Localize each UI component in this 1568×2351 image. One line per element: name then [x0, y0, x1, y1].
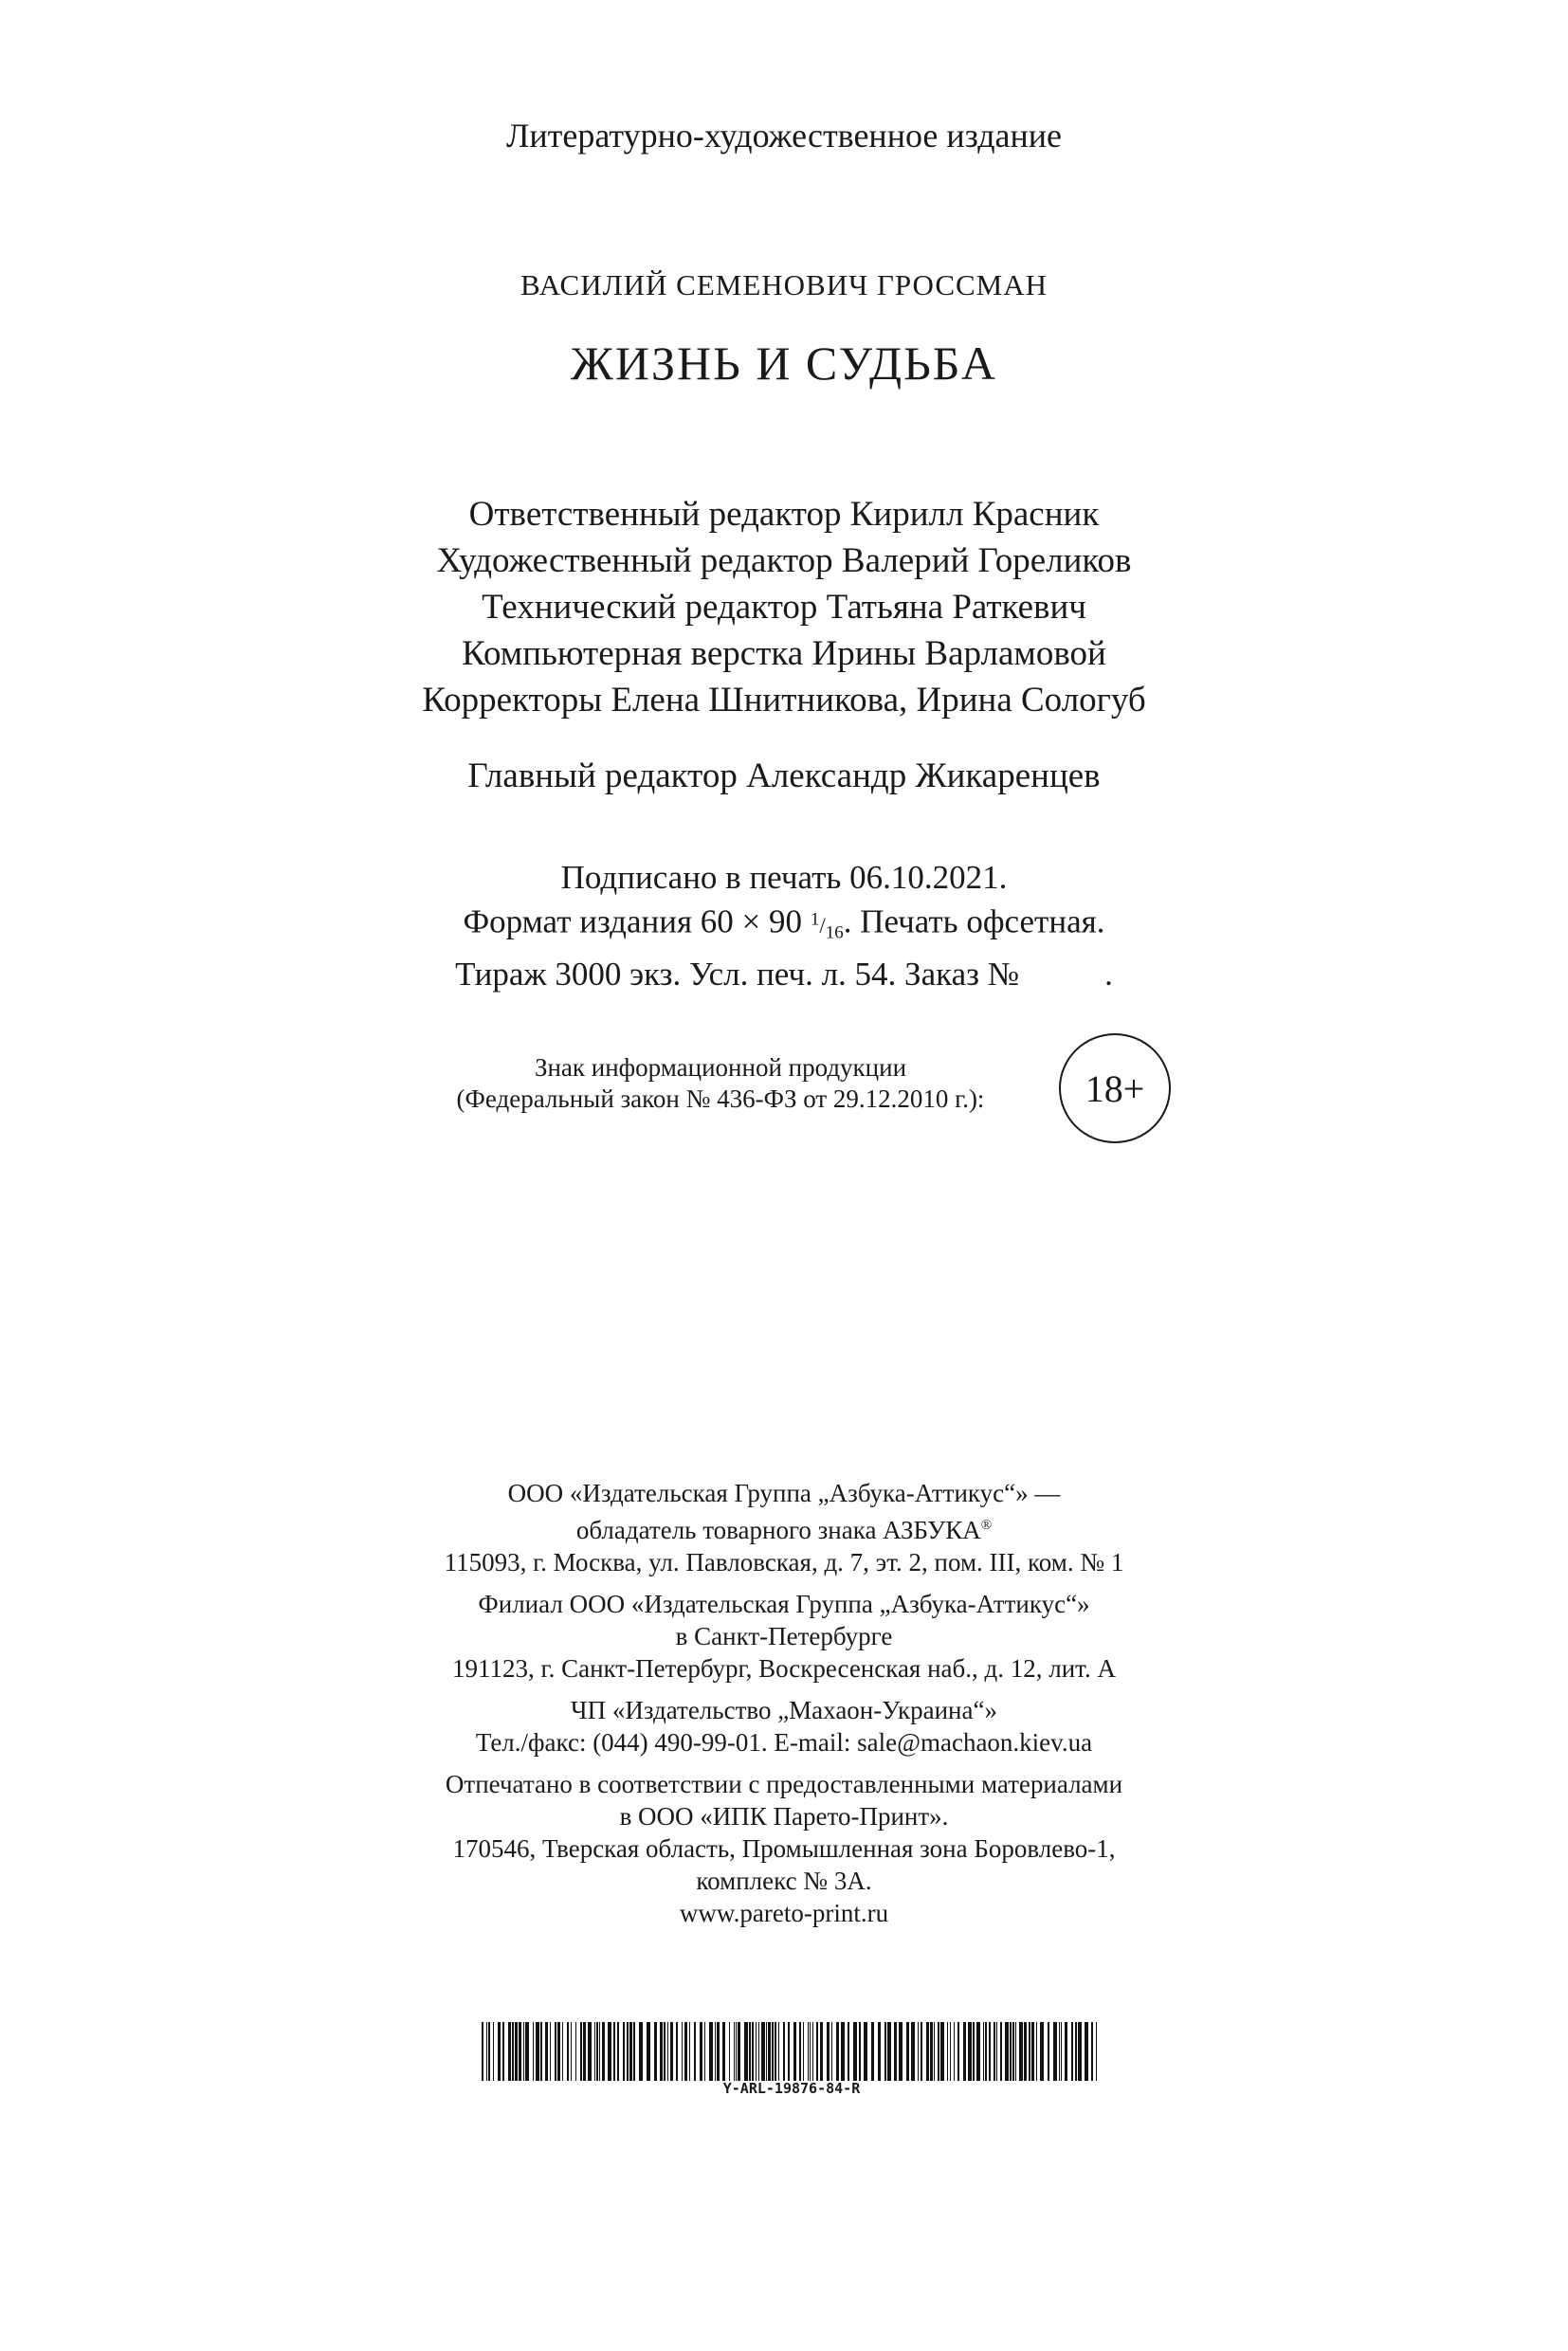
publisher-line: в Санкт-Петербурге: [675, 1622, 893, 1650]
publisher-address: 115093, г. Москва, ул. Павловская, д. 7, эт. 2, пом. III, ком. № 1: [444, 1548, 1124, 1576]
publisher-line: ООО «Издательская Группа „Азбука-Аттикус“» —: [507, 1479, 1061, 1507]
printer-line: Отпечатано в соответствии с предоставленными материалами: [445, 1770, 1123, 1798]
publisher-block: [0, 1477, 1568, 1939]
credit-line: Художественный редактор Валерий Гореликов: [436, 541, 1132, 580]
print-signed: Подписано в печать 06.10.2021.: [560, 859, 1008, 896]
book-title: ЖИЗНЬ И СУДЬБА: [571, 337, 997, 390]
publisher-group-spb: [0, 1588, 1568, 1685]
format-prefix: Формат издания 60 × 90: [463, 902, 803, 940]
publisher-group-main: [0, 1477, 1568, 1578]
fraction-denominator: 16: [825, 922, 844, 943]
printer-line: в ООО «ИПК Парето-Принт».: [619, 1802, 949, 1831]
run-text: Тираж 3000 экз. Усл. печ. л. 54. Заказ №: [455, 956, 1020, 993]
run-end: .: [1104, 956, 1113, 993]
printer-website: www.pareto-print.ru: [679, 1899, 889, 1927]
info-sign-text: [427, 1052, 1014, 1115]
printer-address: 170546, Тверская область, Промышленная зона Боровлево-1,: [452, 1834, 1116, 1863]
age-rating-badge: 18+: [1059, 1033, 1171, 1143]
author-name: ВАСИЛИЙ СЕМЕНОВИЧ ГРОССМАН: [520, 268, 1048, 301]
registered-mark: ®: [980, 1518, 993, 1533]
trademark-text: обладатель товарного знака АЗБУКА: [575, 1516, 981, 1544]
publisher-address: 191123, г. Санкт-Петербург, Воскресенская наб., д. 12, лит. А: [452, 1654, 1116, 1683]
chief-editor: Главный редактор Александр Жикаренцев: [467, 756, 1101, 795]
info-sign-line2: (Федеральный закон № 436-ФЗ от 29.12.2010 г.):: [456, 1084, 985, 1113]
credit-line: Компьютерная верстка Ирины Варламовой: [462, 634, 1106, 673]
publisher-line: [0, 1509, 1568, 1546]
publisher-contact: Тел./факс: (044) 490-99-01. E-mail: sale@machaon.kiev.ua: [475, 1728, 1093, 1757]
printer-address: комплекс № 3А.: [696, 1867, 872, 1895]
format-fraction: $^1/_{16}$: [810, 909, 844, 943]
print-format: [0, 899, 1568, 954]
credit-line: Ответственный редактор Кирилл Красник: [468, 495, 1100, 534]
credit-line: Технический редактор Татьяна Раткевич: [482, 588, 1086, 627]
credit-line: Корректоры Елена Шнитникова, Ирина Сологуб: [422, 681, 1146, 720]
publisher-line: ЧП «Издательство „Махаон-Украина“»: [571, 1696, 997, 1724]
barcode-code: Y-ARL-19876-84-R: [722, 2080, 861, 2097]
credits-block: [0, 491, 1568, 723]
fraction-numerator: 1: [810, 909, 820, 929]
publisher-group-ukraine: [0, 1694, 1568, 1759]
publisher-line: Филиал ООО «Издательская Группа „Азбука-Аттикус“»: [478, 1590, 1090, 1618]
barcode-icon: [482, 2022, 1102, 2081]
info-sign-line1: Знак информационной продукции: [534, 1053, 907, 1082]
printer-group: [0, 1768, 1568, 1929]
print-info: [0, 857, 1568, 995]
genre-line: Литературно-художественное издание: [505, 117, 1063, 155]
format-suffix: . Печать офсетная.: [843, 902, 1105, 940]
print-run: [0, 954, 1568, 995]
